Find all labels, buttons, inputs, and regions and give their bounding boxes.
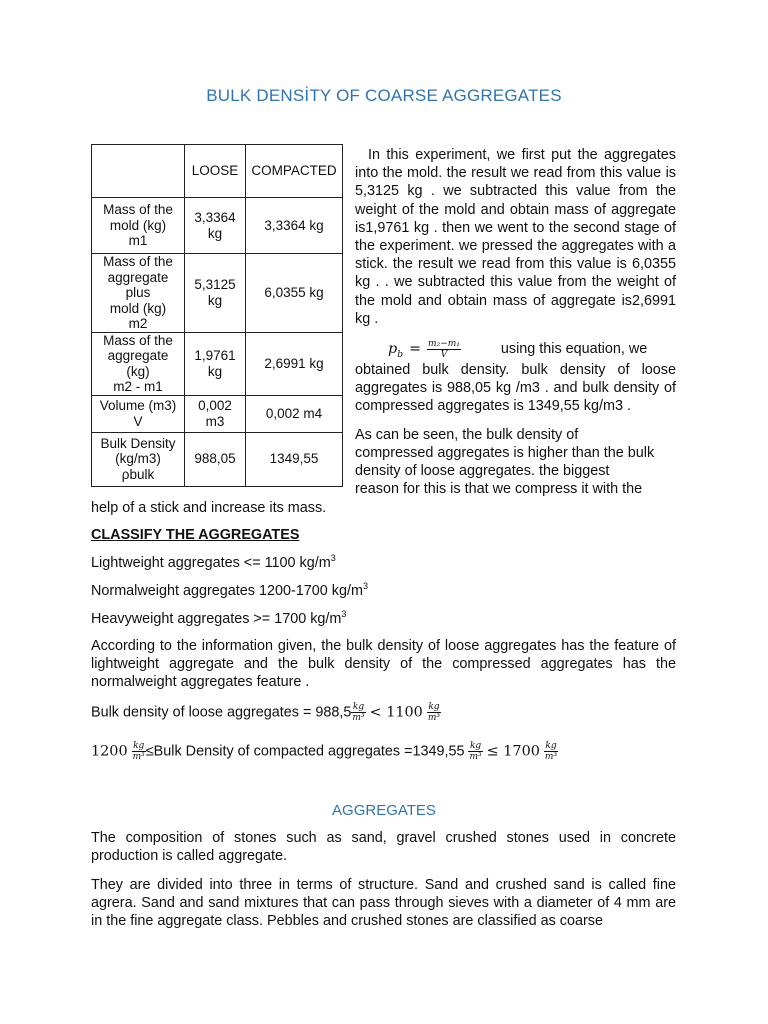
- equation-paragraph: obtained bulk density. bulk density of loose aggregates is 988,05 kg /m3 . and bulk density of compressed aggregates is 1349,55 kg/m3 .: [355, 362, 676, 415]
- table-header-row: [92, 145, 343, 198]
- formula-compacted-relation: ≤ 1700: [486, 743, 540, 760]
- page-title: BULK DENSİTY OF COARSE AGGREGATES: [206, 86, 562, 105]
- comparison-line: As can be seen, the bulk density of: [355, 427, 579, 443]
- row-label-line: mold (kg): [109, 300, 167, 316]
- compacted-value: 6,0355 kg: [246, 254, 343, 333]
- results-table: [91, 144, 343, 487]
- unit-fraction: $\frac{kg}{\text{m³}}$: [352, 702, 365, 723]
- row-label-line: (kg): [126, 363, 150, 379]
- row-label-line: Mass of the: [103, 332, 173, 348]
- value-line: kg: [207, 363, 223, 379]
- formula-compacted-middle: ≤Bulk Density of compacted aggregates =1349,55: [145, 743, 465, 760]
- equation-fraction: [427, 339, 461, 360]
- unit-fraction: $\frac{kg}{\text{m³}}$: [427, 702, 440, 723]
- value-line: m3: [205, 413, 225, 429]
- row-label-line: plus: [125, 285, 151, 300]
- compacted-value: 2,6991 kg: [246, 332, 343, 395]
- value-line: 988,05: [194, 451, 236, 467]
- row-label-line: mold (kg): [109, 217, 167, 233]
- intro-paragraph: In this experiment, we first put the aggregates into the mold. the result we read from this value is 5,3125 kg . we subtracted this value from the weight of the mold and obtain mass of aggregate is1,9761 kg . then we went to the second stage of the experiment. we pressed the aggregates with a stick. the result we read from this value is 6,0355 kg . . we subtracted this value from the weight of the mold and obtain mass of aggregate is2,6991 kg .: [355, 147, 676, 327]
- formula-loose-prefix: Bulk density of loose aggregates = 988,5: [91, 704, 352, 721]
- table-row: [92, 332, 343, 395]
- table-header-compacted: COMPACTED: [246, 145, 343, 198]
- row-label: [92, 432, 185, 486]
- table-row: [92, 198, 343, 254]
- comparison-line: density of loose aggregates. the biggest: [355, 463, 610, 479]
- loose-value: [185, 198, 246, 254]
- aggregates-paragraph-1: The composition of stones such as sand, gravel crushed stones used in concrete production is called aggregate.: [91, 830, 676, 865]
- table-row: [92, 432, 343, 486]
- value-line: 5,3125: [194, 277, 236, 293]
- comparison-paragraph: [355, 426, 685, 498]
- loose-value: [185, 332, 246, 395]
- equation-trailing-text: using this equation, we: [500, 341, 648, 358]
- row-label-line: Mass of the: [103, 202, 173, 218]
- row-label-line: m2 - m1: [113, 379, 163, 394]
- classify-conclusion: According to the information given, the bulk density of loose aggregates has the feature of lightweight aggregate and the bulk density of the compressed aggregates has the normalweight aggregates feature .: [91, 638, 676, 691]
- row-label-line: m1: [128, 233, 148, 249]
- row-label: [92, 254, 185, 333]
- classify-item-heavyweight: Heavyweight aggregates >= 1700 $kg/m^3$: [91, 609, 347, 627]
- row-label-line: ρbulk: [121, 466, 155, 482]
- formula-loose-relation: < 1100: [369, 704, 423, 721]
- row-label: [92, 198, 185, 254]
- value-line: kg: [207, 292, 223, 308]
- row-label: [92, 332, 185, 395]
- row-label-line: Mass of the: [103, 254, 173, 269]
- classify-heading: CLASSIFY THE AGGREGATES: [91, 527, 300, 543]
- compacted-value: 0,002 m4: [246, 395, 343, 432]
- compacted-value: 3,3364 kg: [246, 198, 343, 254]
- row-label-line: aggregate: [107, 269, 169, 285]
- value-line: 1,9761: [194, 348, 236, 363]
- comparison-wrap-line: help of a stick and increase its mass.: [91, 500, 327, 516]
- row-label-line: V: [133, 413, 143, 429]
- value-line: 0,002: [198, 398, 232, 413]
- row-label-line: Bulk Density: [100, 435, 176, 451]
- row-label: [92, 395, 185, 432]
- row-label-line: (kg/m3): [115, 451, 161, 467]
- equals-sign: =: [408, 341, 422, 358]
- unit-fraction: $\frac{kg}{\text{m³}}$: [132, 741, 145, 762]
- table-header-loose: LOOSE: [185, 145, 246, 198]
- value-line: 3,3364: [194, 210, 236, 225]
- aggregates-heading: AGGREGATES: [332, 802, 436, 819]
- compacted-value: 1349,55: [246, 432, 343, 486]
- formula-loose: [91, 702, 441, 723]
- row-label-line: aggregate: [107, 348, 169, 363]
- loose-value: [185, 254, 246, 333]
- loose-value: [185, 395, 246, 432]
- comparison-line: compressed aggregates is higher than the bulk: [355, 445, 655, 461]
- row-label-line: Volume (m3): [99, 398, 177, 413]
- aggregates-paragraph-2: They are divided into three in terms of structure. Sand and crushed sand is called fine agrera. Sand and sand mixtures that can pass through sieves with a diameter of 4 mm are in the fine aggregate class. Pebbles and crushed stones are classified as coarse: [91, 877, 676, 930]
- table-row: [92, 254, 343, 333]
- equation-denominator: V: [440, 350, 448, 360]
- unit-fraction: $\frac{kg}{\text{m³}}$: [544, 741, 558, 762]
- loose-value: [185, 432, 246, 486]
- comparison-line: reason for this is that we compress it with the: [355, 481, 643, 497]
- equation-symbol: $p_b$: [388, 341, 403, 361]
- table-row: [92, 395, 343, 432]
- unit-fraction: $\frac{kg}{\text{m³}}$: [469, 741, 482, 762]
- formula-compacted-lead: 1200: [91, 743, 128, 760]
- formula-compacted: [91, 741, 558, 762]
- row-label-line: m2: [128, 316, 148, 331]
- value-line: kg: [207, 225, 223, 241]
- equation-numerator: m₂−m₁: [428, 339, 460, 349]
- classify-item-normalweight: Normalweight aggregates 1200-1700 $kg/m^3$: [91, 581, 368, 599]
- table-header-cell: [92, 145, 185, 198]
- classify-item-lightweight: Lightweight aggregates <= 1100 $kg/m^3$: [91, 553, 336, 571]
